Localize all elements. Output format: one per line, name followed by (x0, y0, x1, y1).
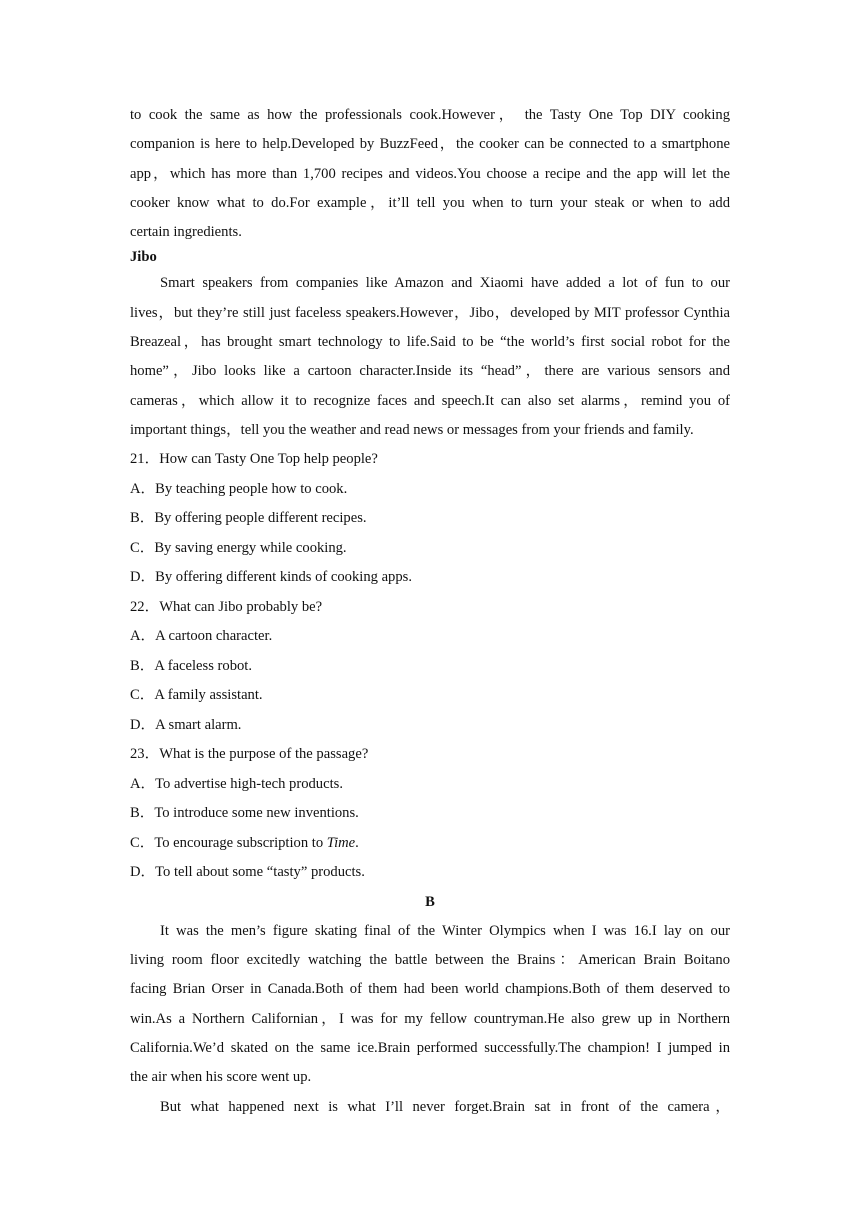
text-line: Smart speakers from companies like Amazon and Xiaomi have added a lot of fun to our (160, 275, 730, 292)
section-label-b: B (425, 893, 435, 910)
answer-option: B．By offering people different recipes. (130, 510, 367, 527)
answer-option (130, 829, 730, 859)
text-line: certain ingredients. (130, 224, 242, 241)
answer-option: A．To advertise high-tech products. (130, 775, 343, 792)
text-line: cooker know what to do.For example，it’ll tell you when to turn your steak or when to add (130, 194, 730, 211)
tasty-paragraph (130, 101, 730, 247)
question-23 (130, 740, 730, 888)
option-text: C．To encourage subscription to (130, 834, 327, 851)
text-line: California.We’d skated on the same ice.Brain performed successfully.The champion! I jumped in (130, 1039, 730, 1056)
text-line: win.As a Northern Californian，I was for my fellow countryman.He also grew up in Northern (130, 1010, 730, 1027)
option-text: . (355, 834, 359, 851)
answer-option: B．To introduce some new inventions. (130, 805, 359, 822)
text-line: to cook the same as how the professionals cook.However， the Tasty One Top DIY cooking (130, 107, 730, 123)
section-heading-jibo: Jibo (130, 249, 157, 266)
answer-option: A．A cartoon character. (130, 628, 273, 645)
section-b-paragraph-2 (130, 1093, 730, 1122)
text-line: companion is here to help.Developed by BuzzFeed，the cooker can be connected to a smartphone (130, 136, 730, 153)
jibo-paragraph (130, 269, 730, 445)
text-line: facing Brian Orser in Canada.Both of them had been world champions.Both of them deserved to (130, 981, 730, 998)
text-line: It was the men’s figure skating final of the Winter Olympics when I was 16.I lay on our (160, 922, 730, 939)
text-line: lives，but they’re still just faceless speakers.However，Jibo，developed by MIT professor Cynthia (130, 304, 730, 321)
text-line: living room floor excitedly watching the battle between the Brains：American Brain Boitano (130, 952, 730, 969)
question-stem: 23．What is the purpose of the passage? (130, 746, 369, 763)
text-line: But what happened next is what I’ll never forget.Brain sat in front of the camera， (160, 1098, 730, 1115)
text-line: cameras，which allow it to recognize faces and speech.It can also set alarms，remind you of (130, 392, 730, 409)
question-stem: 21．How can Tasty One Top help people? (130, 451, 378, 468)
question-22 (130, 593, 730, 741)
document-page (130, 101, 730, 1122)
answer-option: B．A faceless robot. (130, 657, 252, 674)
section-b-paragraph-1 (130, 917, 730, 1093)
answer-option: A．By teaching people how to cook. (130, 480, 348, 497)
text-line: the air when his score went up. (130, 1069, 312, 1086)
text-line: app，which has more than 1,700 recipes and videos.You choose a recipe and the app will let the (130, 165, 730, 182)
magazine-title: Time (326, 834, 356, 851)
answer-option: D．By offering different kinds of cooking apps. (130, 569, 412, 586)
answer-option: C．A family assistant. (130, 687, 263, 704)
answer-option: D．To tell about some “tasty” products. (130, 864, 365, 881)
question-stem: 22．What can Jibo probably be? (130, 598, 323, 615)
text-line: home”，Jibo looks like a cartoon character.Inside its “head”，there are various sensors and (130, 363, 730, 380)
answer-option: C．By saving energy while cooking. (130, 539, 347, 556)
question-21 (130, 445, 730, 593)
text-line: important things，tell you the weather and read news or messages from your friends and family. (130, 421, 694, 438)
answer-option: D．A smart alarm. (130, 716, 242, 733)
text-line: Breazeal，has brought smart technology to life.Said to be “the world’s first social robot for the (130, 334, 730, 351)
